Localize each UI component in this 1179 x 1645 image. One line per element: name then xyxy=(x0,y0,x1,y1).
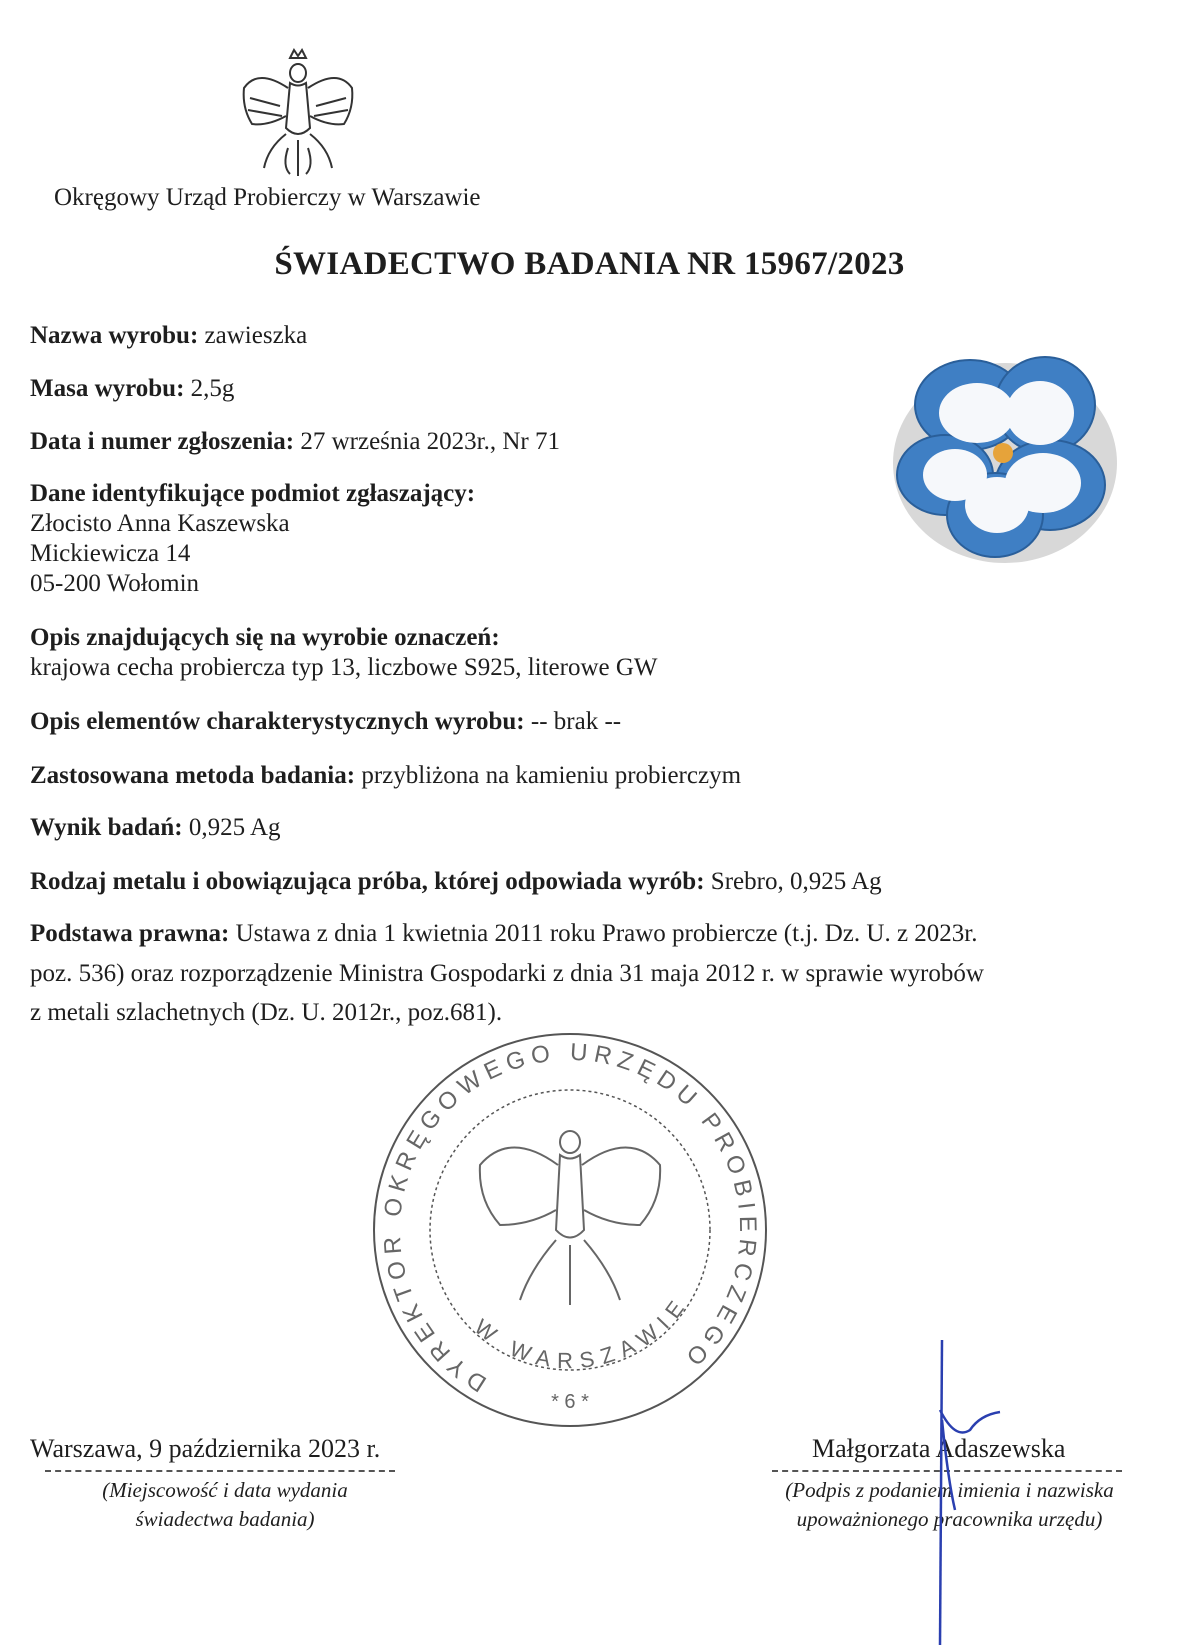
submitter-line: Złocisto Anna Kaszewska xyxy=(30,510,290,537)
field-markings-value: krajowa cecha probiercza typ 13, liczbowe S925, literowe GW xyxy=(30,654,658,681)
seal-eagle-icon xyxy=(480,1131,660,1305)
field-markings-label: Opis znajdujących się na wyrobie oznaczeń: xyxy=(30,624,500,651)
field-submission: Data i numer zgłoszenia: 27 września 2023r., Nr 71 xyxy=(30,428,561,455)
field-characteristics: Opis elementów charakterystycznych wyrobu: -- brak -- xyxy=(30,708,622,735)
legal-line: z metali szlachetnych (Dz. U. 2012r., poz.681). xyxy=(30,999,503,1026)
handwritten-signature xyxy=(900,1340,1030,1645)
legal-line: poz. 536) oraz rozporządzenie Ministra Gospodarki z dnia 31 maja 2012 r. w sprawie wyrobów xyxy=(30,960,984,987)
field-mass: Masa wyrobu: 2,5g xyxy=(30,375,235,402)
field-submitter-label: Dane identyfikujące podmiot zgłaszający: xyxy=(30,480,476,507)
place-date-line xyxy=(45,1470,395,1472)
office-name: Okręgowy Urząd Probierczy w Warszawie xyxy=(54,184,481,211)
submitter-line: Mickiewicza 14 xyxy=(30,540,191,567)
field-method: Zastosowana metoda badania: przybliżona na kamieniu probierczym xyxy=(30,762,742,789)
signature-caption: (Podpis z podaniem imienia i nazwiska upoważnionego pracownika urzędu) xyxy=(785,1478,1114,1531)
field-legal: Podstawa prawna: Ustawa z dnia 1 kwietnia 2011 roku Prawo probiercze (t.j. Dz. U. z 2023r. xyxy=(30,920,978,947)
place-date-caption: (Miejscowość i data wydania świadectwa badania) xyxy=(102,1478,348,1531)
field-metal: Rodzaj metalu i obowiązująca próba, której odpowiada wyrób: Srebro, 0,925 Ag xyxy=(30,868,882,895)
seal-city: W WARSZAWIE xyxy=(469,1289,694,1374)
field-product-name: Nazwa wyrobu: zawieszka xyxy=(30,322,308,349)
seal-ring-text: DYREKTOR OKRĘGOWEGO URZĘDU PROBIERCZEGO xyxy=(378,1038,762,1398)
svg-text:DYREKTOR OKRĘGOWEGO URZĘDU PRO xyxy=(379,1039,762,1397)
submitter-line: 05-200 Wołomin xyxy=(30,570,200,597)
document-title: ŚWIADECTWO BADANIA NR 15967/2023 xyxy=(274,246,905,282)
seal-number: * 6 * xyxy=(551,1391,589,1413)
eagle-emblem-icon xyxy=(238,48,358,180)
field-result: Wynik badań: 0,925 Ag xyxy=(30,814,281,841)
svg-text:W WARSZAWIE xyxy=(470,1290,694,1373)
pendant-photo xyxy=(885,345,1125,575)
signatory-name: Małgorzata Adaszewska xyxy=(812,1434,1066,1463)
place-and-date: Warszawa, 9 października 2023 r. xyxy=(30,1434,381,1463)
official-seal xyxy=(370,1030,770,1430)
